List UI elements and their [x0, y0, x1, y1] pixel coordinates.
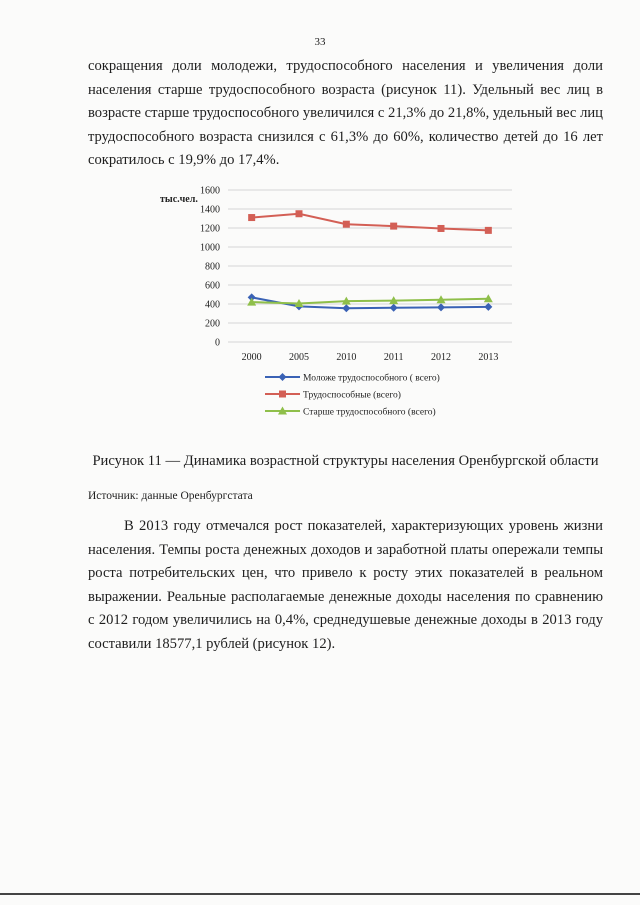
- chart-svg: [150, 180, 530, 420]
- y-tick-label: 1400: [200, 204, 220, 216]
- data-point: [390, 223, 397, 230]
- legend-entry-2: [265, 407, 436, 418]
- series-2: [247, 294, 493, 307]
- data-point: [248, 214, 255, 221]
- x-tick-label: 2013: [478, 352, 499, 363]
- data-point: [342, 304, 350, 312]
- page-number: 33: [314, 36, 326, 48]
- legend-entry-1: [265, 390, 401, 401]
- page-bottom-edge: [0, 893, 640, 895]
- grid-layer: [228, 190, 512, 342]
- population-chart: [150, 180, 530, 420]
- data-point: [485, 227, 492, 234]
- legend-label: Моложе трудоспособного ( всего): [303, 373, 440, 384]
- data-point: [438, 225, 445, 232]
- y-tick-label: 800: [205, 261, 220, 273]
- data-point: [437, 303, 445, 311]
- x-tick-label: 2010: [336, 352, 357, 363]
- y-tick-label: 600: [205, 280, 220, 292]
- y-tick-label: 400: [205, 299, 220, 311]
- x-tick-label: 2000: [241, 352, 262, 363]
- y-tick-label: 0: [215, 337, 220, 349]
- source-note: Источник: данные Оренбургстата: [88, 490, 253, 502]
- y-tick-label: 1000: [200, 242, 220, 254]
- y-tick-label: 200: [205, 318, 220, 330]
- series-layer: [247, 210, 493, 312]
- paragraph-1: сокращения доли молодежи, трудоспособного населения и увеличения доли населения старше трудоспособного возраста (рисунок 11). Удельный вес лиц в возрасте старше трудоспособного увеличился с 21,3% до 21,8%, удельный вес лиц трудоспособного возраста снизился с 61,3% до 60%, количество детей до 16 лет сократилось с 19,9% до 17,4%.: [88, 58, 603, 168]
- y-axis-label: тыс.чел.: [160, 194, 198, 205]
- paragraph-2: В 2013 году отмечался рост показателей, характеризующих уровень жизни населения. Темпы роста денежных доходов и заработной платы опережали темпы роста потребительских цен, что привело к росту этих показателей в реальном выражении. Реальные располагаемые денежные доходы населения по сравнению с 2012 годом увеличились на 0,4%, среднедушевые денежные доходы в 2013 году составили 18577,1 рублей (рисунок 12).: [88, 518, 603, 652]
- legend-layer: [265, 373, 440, 418]
- x-tick-label: 2005: [289, 352, 309, 363]
- y-tick-label: 1200: [200, 223, 220, 235]
- legend-label: Старше трудоспособного (всего): [303, 407, 436, 418]
- series-1: [248, 210, 492, 234]
- data-point: [296, 210, 303, 217]
- data-point: [343, 221, 350, 228]
- y-tick-label: 1600: [200, 185, 220, 197]
- data-point: [390, 304, 398, 312]
- legend-label: Трудоспособные (всего): [303, 390, 401, 401]
- axis-layer: [160, 186, 498, 364]
- legend-marker: [279, 373, 287, 381]
- x-tick-label: 2011: [383, 352, 404, 363]
- series-line: [252, 299, 489, 304]
- x-tick-label: 2012: [431, 352, 451, 363]
- figure-caption: Рисунок 11 — Динамика возрастной структуры населения Оренбургской области: [92, 453, 599, 469]
- legend-marker: [279, 391, 286, 398]
- legend-entry-0: [265, 373, 440, 384]
